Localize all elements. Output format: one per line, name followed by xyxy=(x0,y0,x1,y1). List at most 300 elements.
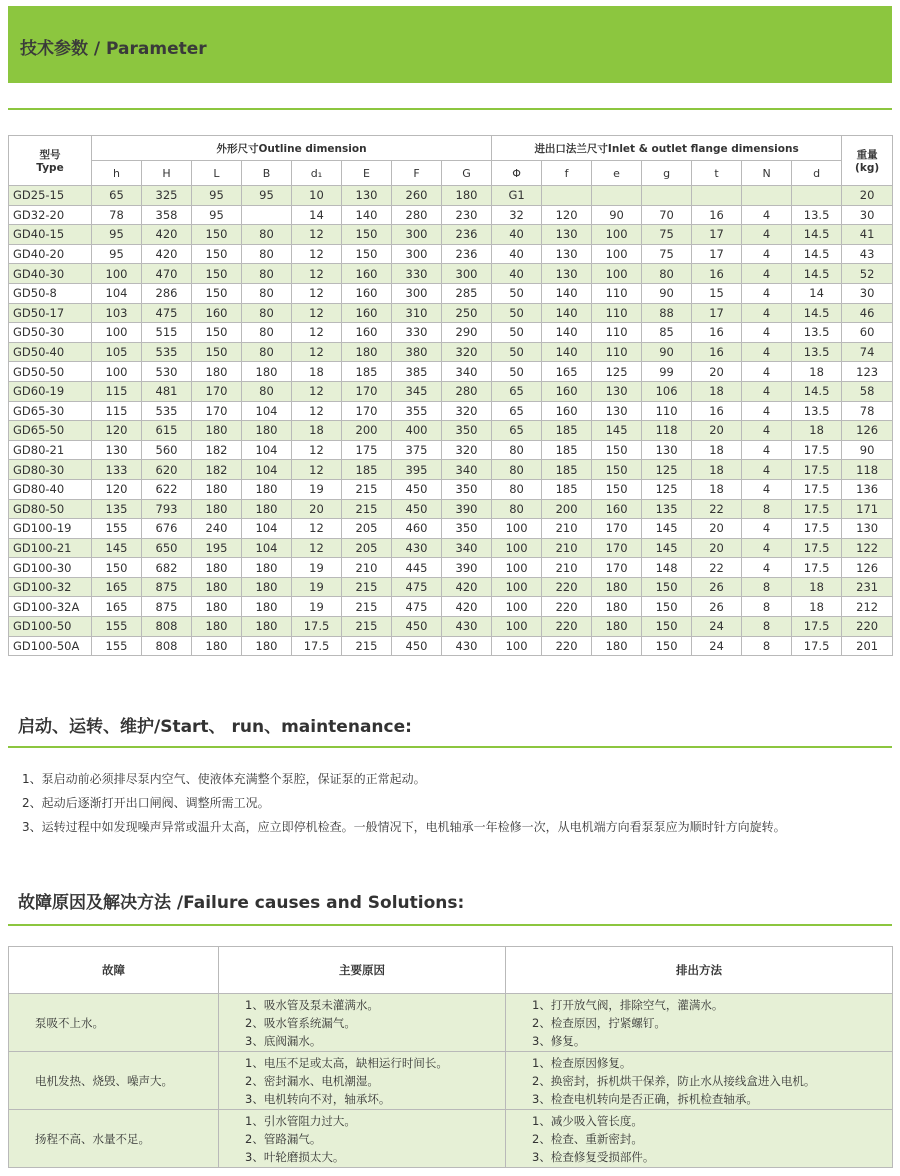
value-cell: 420 xyxy=(142,244,192,264)
value-cell: 170 xyxy=(192,401,242,421)
value-cell: 130 xyxy=(642,440,692,460)
value-cell: 290 xyxy=(442,323,492,343)
value-cell: 250 xyxy=(442,303,492,323)
value-cell: 180 xyxy=(592,617,642,637)
cause-item: 1、吸水管及泵未灌满水。 xyxy=(245,997,379,1012)
value-cell: 390 xyxy=(442,558,492,578)
table-row xyxy=(9,421,893,441)
value-cell: 470 xyxy=(142,264,192,284)
value-cell: 180 xyxy=(242,421,292,441)
value-cell: 808 xyxy=(142,636,192,656)
column-header: d₁ xyxy=(292,161,342,186)
value-cell: 50 xyxy=(492,303,542,323)
value-cell: 14.5 xyxy=(792,303,842,323)
value-cell: 90 xyxy=(642,342,692,362)
value-cell: 12 xyxy=(292,519,342,539)
value-cell: 12 xyxy=(292,244,342,264)
value-cell: 130 xyxy=(542,225,592,245)
value-cell: 103 xyxy=(92,303,142,323)
value-cell: 155 xyxy=(92,617,142,637)
value-cell: 30 xyxy=(842,283,893,303)
cause-item: 1、电压不足或太高，缺相运行时间长。 xyxy=(245,1055,448,1070)
value-cell: G1 xyxy=(492,186,542,206)
value-cell: 650 xyxy=(142,538,192,558)
value-cell: 20 xyxy=(692,519,742,539)
value-cell: 330 xyxy=(392,323,442,343)
value-cell: 14 xyxy=(292,205,342,225)
value-cell: 4 xyxy=(742,401,792,421)
failure-table xyxy=(8,946,893,1168)
value-cell: 100 xyxy=(592,225,642,245)
value-cell: 530 xyxy=(142,362,192,382)
cause-item: 3、电机转向不对，轴承坏。 xyxy=(245,1091,391,1106)
model-cell: GD100-32A xyxy=(9,597,92,617)
value-cell: 475 xyxy=(142,303,192,323)
value-cell: 300 xyxy=(442,264,492,284)
value-cell: 14.5 xyxy=(792,225,842,245)
value-cell: 220 xyxy=(542,597,592,617)
value-cell: 220 xyxy=(542,636,592,656)
value-cell: 106 xyxy=(642,381,692,401)
value-cell: 170 xyxy=(592,538,642,558)
value-cell: 12 xyxy=(292,401,342,421)
value-cell: 14.5 xyxy=(792,381,842,401)
value-cell: 110 xyxy=(592,342,642,362)
value-cell: 80 xyxy=(492,440,542,460)
value-cell: 150 xyxy=(642,577,692,597)
value-cell: 18 xyxy=(692,381,742,401)
value-cell: 123 xyxy=(842,362,893,382)
value-cell: 380 xyxy=(392,342,442,362)
value-cell: 18 xyxy=(692,460,742,480)
value-cell: 22 xyxy=(692,499,742,519)
failure-row xyxy=(9,1052,893,1110)
value-cell: 185 xyxy=(342,460,392,480)
value-cell: 22 xyxy=(692,558,742,578)
value-cell: 19 xyxy=(292,597,342,617)
value-cell: 180 xyxy=(592,597,642,617)
solution-cell xyxy=(506,1052,893,1110)
value-cell: 4 xyxy=(742,538,792,558)
value-cell: 12 xyxy=(292,323,342,343)
value-cell: 12 xyxy=(292,225,342,245)
value-cell: 104 xyxy=(242,440,292,460)
value-cell: 80 xyxy=(242,323,292,343)
value-cell: 90 xyxy=(642,283,692,303)
value-cell: 12 xyxy=(292,440,342,460)
value-cell: 450 xyxy=(392,499,442,519)
value-cell: 340 xyxy=(442,460,492,480)
value-cell: 160 xyxy=(342,264,392,284)
value-cell: 150 xyxy=(642,617,692,637)
column-header: e xyxy=(592,161,642,186)
value-cell: 100 xyxy=(492,519,542,539)
value-cell: 4 xyxy=(742,440,792,460)
value-cell: 118 xyxy=(642,421,692,441)
value-cell: 320 xyxy=(442,401,492,421)
value-cell: 125 xyxy=(642,460,692,480)
value-cell: 99 xyxy=(642,362,692,382)
value-cell: 320 xyxy=(442,440,492,460)
value-cell: 4 xyxy=(742,342,792,362)
value-cell: 126 xyxy=(842,421,893,441)
value-cell: 130 xyxy=(92,440,142,460)
type-header xyxy=(9,136,92,186)
value-cell: 65 xyxy=(92,186,142,206)
value-cell: 130 xyxy=(592,401,642,421)
value-cell: 135 xyxy=(642,499,692,519)
value-cell: 60 xyxy=(842,323,893,343)
value-cell xyxy=(642,186,692,206)
divider xyxy=(8,108,892,110)
value-cell: 450 xyxy=(392,617,442,637)
value-cell: 100 xyxy=(492,597,542,617)
value-cell: 875 xyxy=(142,577,192,597)
value-cell: 286 xyxy=(142,283,192,303)
header-band xyxy=(8,6,892,83)
value-cell: 300 xyxy=(392,225,442,245)
fault-header: 故障 xyxy=(9,947,219,994)
value-cell: 17.5 xyxy=(792,617,842,637)
divider xyxy=(8,746,892,748)
value-cell: 16 xyxy=(692,205,742,225)
value-cell: 182 xyxy=(192,440,242,460)
value-cell: 155 xyxy=(92,636,142,656)
value-cell: 12 xyxy=(292,342,342,362)
value-cell: 125 xyxy=(592,362,642,382)
value-cell: 126 xyxy=(842,558,893,578)
model-cell: GD60-19 xyxy=(9,381,92,401)
value-cell: 260 xyxy=(392,186,442,206)
solution-item: 3、检查电机转向是否正确，拆机检查轴承。 xyxy=(532,1091,758,1106)
value-cell: 170 xyxy=(192,381,242,401)
value-cell: 20 xyxy=(692,538,742,558)
value-cell: 180 xyxy=(192,479,242,499)
value-cell: 330 xyxy=(392,264,442,284)
value-cell: 280 xyxy=(442,381,492,401)
value-cell: 615 xyxy=(142,421,192,441)
value-cell: 4 xyxy=(742,303,792,323)
value-cell xyxy=(742,186,792,206)
value-cell: 535 xyxy=(142,401,192,421)
value-cell: 104 xyxy=(242,538,292,558)
value-cell: 17.5 xyxy=(792,479,842,499)
value-cell: 135 xyxy=(92,499,142,519)
value-cell: 90 xyxy=(842,440,893,460)
value-cell: 80 xyxy=(242,283,292,303)
value-cell: 535 xyxy=(142,342,192,362)
fault-cell: 泵吸不上水。 xyxy=(9,994,219,1052)
value-cell: 400 xyxy=(392,421,442,441)
value-cell: 15 xyxy=(692,283,742,303)
column-header: G xyxy=(442,161,492,186)
value-cell: 17.5 xyxy=(792,636,842,656)
table-row xyxy=(9,381,893,401)
cause-item: 2、管路漏气。 xyxy=(245,1131,322,1146)
value-cell: 240 xyxy=(192,519,242,539)
failure-row xyxy=(9,994,893,1052)
value-cell: 230 xyxy=(442,205,492,225)
value-cell: 105 xyxy=(92,342,142,362)
value-cell: 236 xyxy=(442,225,492,245)
value-cell: 215 xyxy=(342,597,392,617)
step-item: 1、泵启动前必须排尽泵内空气、使液体充满整个泵腔，保证泵的正常起动。 xyxy=(22,772,426,786)
value-cell: 19 xyxy=(292,479,342,499)
column-header: t xyxy=(692,161,742,186)
value-cell: 180 xyxy=(192,421,242,441)
value-cell: 80 xyxy=(242,244,292,264)
column-header: L xyxy=(192,161,242,186)
value-cell: 43 xyxy=(842,244,893,264)
value-cell: 12 xyxy=(292,303,342,323)
value-cell: 80 xyxy=(242,342,292,362)
value-cell: 170 xyxy=(592,519,642,539)
value-cell: 12 xyxy=(292,460,342,480)
failure-row xyxy=(9,1110,893,1168)
value-cell: 85 xyxy=(642,323,692,343)
value-cell: 100 xyxy=(492,617,542,637)
model-cell: GD80-21 xyxy=(9,440,92,460)
value-cell: 8 xyxy=(742,597,792,617)
value-cell: 340 xyxy=(442,538,492,558)
solution-cell xyxy=(506,994,893,1052)
value-cell: 236 xyxy=(442,244,492,264)
table-row xyxy=(9,186,893,206)
solution-header: 排出方法 xyxy=(506,947,893,994)
value-cell: 4 xyxy=(742,323,792,343)
value-cell: 150 xyxy=(192,264,242,284)
cause-header: 主要原因 xyxy=(219,947,506,994)
value-cell: 355 xyxy=(392,401,442,421)
value-cell: 215 xyxy=(342,479,392,499)
value-cell: 205 xyxy=(342,538,392,558)
solution-item: 1、打开放气阀，排除空气，灌满水。 xyxy=(532,997,724,1012)
value-cell: 475 xyxy=(392,597,442,617)
value-cell: 4 xyxy=(742,381,792,401)
value-cell: 110 xyxy=(592,283,642,303)
value-cell: 171 xyxy=(842,499,893,519)
model-cell: GD65-50 xyxy=(9,421,92,441)
value-cell: 17.5 xyxy=(792,460,842,480)
fault-cell: 电机发热、烧毁、噪声大。 xyxy=(9,1052,219,1110)
page-title: 技术参数 / Parameter xyxy=(20,39,207,59)
value-cell: 90 xyxy=(592,205,642,225)
model-cell: GD50-30 xyxy=(9,323,92,343)
column-header: E xyxy=(342,161,392,186)
value-cell: 130 xyxy=(342,186,392,206)
value-cell: 20 xyxy=(692,421,742,441)
value-cell: 140 xyxy=(542,303,592,323)
value-cell: 160 xyxy=(342,303,392,323)
value-cell: 180 xyxy=(192,617,242,637)
value-cell: 215 xyxy=(342,577,392,597)
table-row xyxy=(9,577,893,597)
value-cell: 180 xyxy=(192,558,242,578)
value-cell: 180 xyxy=(192,597,242,617)
value-cell: 133 xyxy=(92,460,142,480)
model-cell: GD50-17 xyxy=(9,303,92,323)
value-cell xyxy=(792,186,842,206)
value-cell: 80 xyxy=(492,499,542,519)
table-row xyxy=(9,342,893,362)
step-item: 3、运转过程中如发现噪声异常或温升太高，应立即停机检查。一般情况下，电机轴承一年检修一次，从电机端方向看泵泵应为顺时针方向旋转。 xyxy=(22,820,786,834)
value-cell: 4 xyxy=(742,244,792,264)
value-cell: 78 xyxy=(842,401,893,421)
value-cell: 145 xyxy=(592,421,642,441)
weight-header xyxy=(842,136,893,186)
value-cell: 80 xyxy=(492,479,542,499)
value-cell: 95 xyxy=(92,244,142,264)
solution-item: 3、检查修复受损部件。 xyxy=(532,1149,655,1164)
value-cell: 18 xyxy=(792,597,842,617)
value-cell: 185 xyxy=(342,362,392,382)
value-cell: 148 xyxy=(642,558,692,578)
solution-cell xyxy=(506,1110,893,1168)
solution-item: 1、检查原因修复。 xyxy=(532,1055,632,1070)
value-cell: 4 xyxy=(742,558,792,578)
value-cell: 350 xyxy=(442,479,492,499)
table-row xyxy=(9,323,893,343)
value-cell: 16 xyxy=(692,342,742,362)
value-cell: 150 xyxy=(192,244,242,264)
value-cell: 150 xyxy=(592,479,642,499)
value-cell: 180 xyxy=(192,636,242,656)
value-cell: 220 xyxy=(542,617,592,637)
value-cell: 50 xyxy=(492,362,542,382)
value-cell: 78 xyxy=(92,205,142,225)
value-cell: 182 xyxy=(192,460,242,480)
table-row xyxy=(9,617,893,637)
value-cell: 19 xyxy=(292,558,342,578)
value-cell: 210 xyxy=(542,519,592,539)
value-cell: 150 xyxy=(342,225,392,245)
value-cell: 104 xyxy=(242,519,292,539)
value-cell: 215 xyxy=(342,636,392,656)
value-cell: 145 xyxy=(642,538,692,558)
column-header: H xyxy=(142,161,192,186)
value-cell: 8 xyxy=(742,636,792,656)
start-steps-list xyxy=(22,767,786,839)
type-header-cn: 型号 xyxy=(39,149,61,161)
value-cell: 12 xyxy=(292,538,342,558)
column-header: Φ xyxy=(492,161,542,186)
value-cell: 676 xyxy=(142,519,192,539)
solution-item: 1、减少吸入管长度。 xyxy=(532,1113,643,1128)
value-cell: 24 xyxy=(692,636,742,656)
value-cell: 150 xyxy=(342,244,392,264)
value-cell: 80 xyxy=(642,264,692,284)
value-cell: 180 xyxy=(342,342,392,362)
value-cell: 17.5 xyxy=(792,519,842,539)
model-cell: GD100-30 xyxy=(9,558,92,578)
value-cell: 125 xyxy=(642,479,692,499)
value-cell: 12 xyxy=(292,283,342,303)
value-cell: 26 xyxy=(692,597,742,617)
divider xyxy=(8,924,892,926)
table-row xyxy=(9,558,893,578)
solution-item: 3、修复。 xyxy=(532,1033,586,1048)
value-cell: 475 xyxy=(392,577,442,597)
table-row xyxy=(9,636,893,656)
value-cell: 210 xyxy=(542,538,592,558)
value-cell: 17 xyxy=(692,303,742,323)
value-cell: 17.5 xyxy=(792,558,842,578)
table-row xyxy=(9,264,893,284)
value-cell: 8 xyxy=(742,577,792,597)
value-cell: 50 xyxy=(492,323,542,343)
value-cell: 350 xyxy=(442,421,492,441)
value-cell: 155 xyxy=(92,519,142,539)
value-cell: 4 xyxy=(742,421,792,441)
value-cell: 80 xyxy=(242,303,292,323)
value-cell: 75 xyxy=(642,225,692,245)
model-cell: GD100-19 xyxy=(9,519,92,539)
value-cell: 65 xyxy=(492,421,542,441)
value-cell: 12 xyxy=(292,381,342,401)
value-cell: 13.5 xyxy=(792,342,842,362)
value-cell: 12 xyxy=(292,264,342,284)
value-cell: 4 xyxy=(742,519,792,539)
value-cell: 18 xyxy=(792,362,842,382)
model-cell: GD65-30 xyxy=(9,401,92,421)
value-cell: 215 xyxy=(342,499,392,519)
column-header: f xyxy=(542,161,592,186)
value-cell: 430 xyxy=(442,617,492,637)
value-cell: 180 xyxy=(242,558,292,578)
column-header: g xyxy=(642,161,692,186)
value-cell: 14 xyxy=(792,283,842,303)
value-cell xyxy=(592,186,642,206)
value-cell: 180 xyxy=(242,617,292,637)
value-cell: 17.5 xyxy=(792,538,842,558)
start-run-maintenance-title: 启动、运转、维护/Start、 run、maintenance: xyxy=(18,717,412,737)
value-cell: 180 xyxy=(192,362,242,382)
value-cell: 160 xyxy=(342,323,392,343)
value-cell: 445 xyxy=(392,558,442,578)
value-cell: 115 xyxy=(92,401,142,421)
value-cell: 100 xyxy=(492,636,542,656)
value-cell: 682 xyxy=(142,558,192,578)
value-cell: 110 xyxy=(592,323,642,343)
value-cell: 180 xyxy=(592,636,642,656)
value-cell: 390 xyxy=(442,499,492,519)
value-cell: 100 xyxy=(492,558,542,578)
value-cell: 325 xyxy=(142,186,192,206)
failure-causes-title: 故障原因及解决方法 /Failure causes and Solutions: xyxy=(18,893,465,913)
value-cell: 430 xyxy=(442,636,492,656)
value-cell: 19 xyxy=(292,577,342,597)
cause-item: 3、底阀漏水。 xyxy=(245,1033,322,1048)
model-cell: GD100-50A xyxy=(9,636,92,656)
value-cell: 70 xyxy=(642,205,692,225)
value-cell: 793 xyxy=(142,499,192,519)
cause-item: 2、密封漏水、电机潮湿。 xyxy=(245,1073,379,1088)
value-cell: 175 xyxy=(342,440,392,460)
value-cell xyxy=(692,186,742,206)
model-cell: GD50-50 xyxy=(9,362,92,382)
value-cell: 130 xyxy=(542,264,592,284)
column-header: F xyxy=(392,161,442,186)
value-cell: 120 xyxy=(92,421,142,441)
value-cell: 8 xyxy=(742,617,792,637)
value-cell: 18 xyxy=(792,421,842,441)
value-cell: 358 xyxy=(142,205,192,225)
value-cell: 231 xyxy=(842,577,893,597)
value-cell: 4 xyxy=(742,460,792,480)
value-cell: 185 xyxy=(542,440,592,460)
value-cell: 32 xyxy=(492,205,542,225)
value-cell: 140 xyxy=(542,283,592,303)
